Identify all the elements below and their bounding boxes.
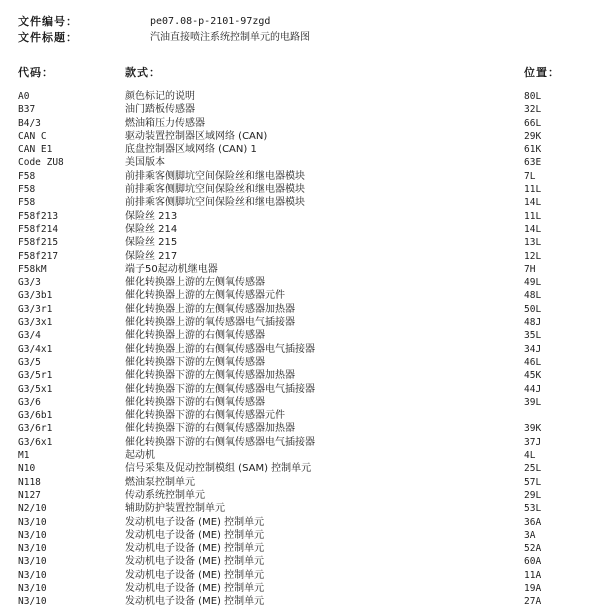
component-position: 14L — [524, 223, 542, 235]
component-code: G3/5x1 — [18, 383, 53, 395]
list-item — [0, 356, 605, 369]
component-code: G3/3x1 — [18, 317, 53, 329]
component-description: 前排乘客侧脚坑空间保险丝和继电器模块 — [125, 170, 305, 182]
component-position: 39K — [524, 423, 542, 435]
component-description: 发动机电子设备 (ME) 控制单元 — [125, 516, 265, 528]
component-code: F58f215 — [18, 237, 59, 249]
component-code: N10 — [18, 463, 36, 475]
component-position: 11L — [524, 184, 542, 196]
list-item — [0, 516, 605, 529]
list-item — [0, 422, 605, 435]
list-item — [0, 143, 605, 156]
component-code: N2/10 — [18, 503, 47, 515]
component-code: G3/4x1 — [18, 343, 53, 355]
component-description: 催化转换器下游的右侧氧传感器加热器 — [125, 423, 295, 435]
document-title-value: 汽油直接喷注系统控制单元的电路图 — [150, 32, 310, 43]
component-code: CAN E1 — [18, 144, 53, 156]
list-item — [0, 369, 605, 382]
component-description: 信号采集及促动控制模组 (SAM) 控制单元 — [125, 463, 312, 475]
document-title-label: 文件标题： — [18, 31, 78, 44]
component-description: 燃油箱压力传感器 — [125, 117, 205, 129]
component-code: M1 — [18, 450, 30, 462]
list-item — [0, 130, 605, 143]
column-header-code: 代码： — [18, 66, 54, 79]
component-code: F58f217 — [18, 250, 59, 262]
component-description: 保险丝 217 — [125, 250, 178, 262]
component-position: 7H — [524, 263, 536, 275]
component-position: 14L — [524, 197, 542, 209]
component-code: N118 — [18, 476, 41, 488]
component-code: B4/3 — [18, 117, 41, 129]
component-code: G3/6x1 — [18, 436, 53, 448]
component-code: G3/5 — [18, 356, 41, 368]
list-item — [0, 436, 605, 449]
component-code: G3/3r1 — [18, 303, 53, 315]
component-code: G3/6 — [18, 396, 41, 408]
component-position: 44J — [524, 383, 542, 395]
list-item — [0, 582, 605, 595]
component-code: F58 — [18, 197, 36, 209]
component-description: 传动系统控制单元 — [125, 489, 205, 501]
list-item — [0, 210, 605, 223]
component-description: 催化转换器上游的左侧氧传感器加热器 — [125, 303, 295, 315]
component-description: 保险丝 213 — [125, 210, 178, 222]
list-item — [0, 383, 605, 396]
component-description: 发动机电子设备 (ME) 控制单元 — [125, 556, 265, 568]
component-code: A0 — [18, 91, 30, 102]
list-item — [0, 555, 605, 568]
list-item — [0, 156, 605, 169]
component-description: 催化转换器下游的右侧氧传感器电气插接器 — [125, 436, 315, 448]
list-item — [0, 90, 605, 103]
component-description: 前排乘客侧脚坑空间保险丝和继电器模块 — [125, 184, 305, 196]
component-description: 发动机电子设备 (ME) 控制单元 — [125, 569, 265, 581]
component-position: 53L — [524, 503, 542, 515]
component-position: 66L — [524, 117, 542, 129]
component-description: 驱动装置控制器区域网络 (CAN) — [125, 130, 268, 142]
component-position: 45K — [524, 370, 542, 382]
component-description: 发动机电子设备 (ME) 控制单元 — [125, 596, 265, 608]
list-item — [0, 289, 605, 302]
component-code: G3/4 — [18, 330, 41, 342]
component-position: 32L — [524, 104, 542, 116]
component-position: 35L — [524, 330, 542, 342]
list-item — [0, 529, 605, 542]
list-item — [0, 343, 605, 356]
component-description: 催化转换器上游的左侧氧传感器元件 — [125, 290, 285, 302]
list-item — [0, 329, 605, 342]
component-code: G3/3b1 — [18, 290, 53, 302]
list-item — [0, 449, 605, 462]
component-code: N3/10 — [18, 543, 47, 555]
component-description: 催化转换器下游的左侧氧传感器 — [125, 356, 265, 368]
component-position: 49L — [524, 277, 542, 289]
component-position: 29K — [524, 130, 542, 142]
list-item — [0, 183, 605, 196]
list-item — [0, 103, 605, 116]
list-item — [0, 117, 605, 130]
list-item — [0, 250, 605, 263]
component-code: Code ZU8 — [18, 157, 64, 169]
list-item — [0, 170, 605, 183]
component-code: N3/10 — [18, 529, 47, 541]
component-position: 57L — [524, 476, 542, 488]
component-description: 燃油泵控制单元 — [125, 476, 195, 488]
column-header-position: 位置： — [524, 66, 560, 79]
component-description: 发动机电子设备 (ME) 控制单元 — [125, 582, 265, 594]
component-description: 保险丝 215 — [125, 237, 178, 249]
component-code: G3/3 — [18, 277, 41, 289]
component-position: 48J — [524, 317, 542, 329]
component-position: 27A — [524, 596, 542, 608]
component-code: G3/6r1 — [18, 423, 53, 435]
list-item — [0, 595, 605, 608]
component-position: 13L — [524, 237, 542, 249]
component-description: 催化转换器上游的右侧氧传感器电气插接器 — [125, 343, 315, 355]
component-position: 37J — [524, 436, 542, 448]
document-number-label: 文件编号： — [18, 15, 78, 28]
component-position: 46L — [524, 356, 542, 368]
component-code: N3/10 — [18, 582, 47, 594]
component-description: 催化转换器上游的左侧氧传感器 — [125, 277, 265, 289]
component-position: 48L — [524, 290, 542, 302]
component-code: F58f213 — [18, 210, 59, 222]
component-description: 催化转换器下游的右侧氧传感器元件 — [125, 410, 285, 422]
component-position: 52A — [524, 543, 542, 555]
component-code: B37 — [18, 104, 36, 116]
list-item — [0, 276, 605, 289]
list-item — [0, 476, 605, 489]
component-position: 29L — [524, 489, 542, 501]
list-item — [0, 462, 605, 475]
list-item — [0, 223, 605, 236]
component-description: 催化转换器上游的右侧氧传感器 — [125, 330, 265, 342]
component-code: N3/10 — [18, 556, 47, 568]
component-position: 50L — [524, 303, 542, 315]
document-number-value: pe07.08-p-2101-97zgd — [150, 16, 271, 27]
component-code: F58kM — [18, 263, 47, 275]
component-position: 19A — [524, 582, 542, 594]
component-description: 美国版本 — [125, 157, 165, 169]
list-item — [0, 409, 605, 422]
component-position: 63E — [524, 157, 542, 169]
column-header-description: 款式： — [125, 66, 161, 79]
list-item — [0, 396, 605, 409]
component-description: 起动机 — [125, 450, 155, 462]
component-description: 催化转换器下游的左侧氧传感器电气插接器 — [125, 383, 315, 395]
list-item — [0, 542, 605, 555]
component-code: F58 — [18, 184, 36, 196]
component-code: N127 — [18, 489, 41, 501]
component-code: N3/10 — [18, 596, 47, 608]
component-position: 60A — [524, 556, 542, 568]
component-description: 端子50起动机继电器 — [125, 263, 218, 275]
component-code: F58 — [18, 170, 36, 182]
component-code: F58f214 — [18, 223, 59, 235]
component-description: 催化转换器下游的左侧氧传感器加热器 — [125, 370, 295, 382]
component-description: 发动机电子设备 (ME) 控制单元 — [125, 543, 265, 555]
component-description: 底盘控制器区域网络 (CAN) 1 — [125, 144, 257, 156]
component-description: 油门踏板传感器 — [125, 104, 195, 116]
component-description: 发动机电子设备 (ME) 控制单元 — [125, 529, 265, 541]
list-item — [0, 502, 605, 515]
component-code: CAN C — [18, 130, 47, 142]
component-position: 7L — [524, 170, 536, 182]
component-position: 12L — [524, 250, 542, 262]
component-description: 催化转换器上游的氧传感器电气插接器 — [125, 317, 295, 329]
component-position: 34J — [524, 343, 542, 355]
component-description: 颜色标记的说明 — [125, 91, 195, 102]
component-code: N3/10 — [18, 516, 47, 528]
list-item — [0, 303, 605, 316]
component-position: 4L — [524, 450, 536, 462]
component-description: 催化转换器下游的右侧氧传感器 — [125, 396, 265, 408]
component-code: G3/6b1 — [18, 410, 53, 422]
component-description: 辅助防护装置控制单元 — [125, 503, 225, 515]
component-position: 11A — [524, 569, 542, 581]
list-item — [0, 236, 605, 249]
list-item — [0, 196, 605, 209]
component-code: G3/5r1 — [18, 370, 53, 382]
component-position: 3A — [524, 529, 536, 541]
component-position: 36A — [524, 516, 542, 528]
list-item — [0, 263, 605, 276]
list-item — [0, 489, 605, 502]
component-position: 11L — [524, 210, 542, 222]
component-description: 前排乘客侧脚坑空间保险丝和继电器模块 — [125, 197, 305, 209]
list-item — [0, 569, 605, 582]
component-position: 80L — [524, 91, 542, 102]
component-description: 保险丝 214 — [125, 223, 178, 235]
component-position: 61K — [524, 144, 542, 156]
component-code: N3/10 — [18, 569, 47, 581]
component-position: 39L — [524, 396, 542, 408]
component-position: 25L — [524, 463, 542, 475]
component-list — [0, 90, 605, 608]
list-item — [0, 316, 605, 329]
